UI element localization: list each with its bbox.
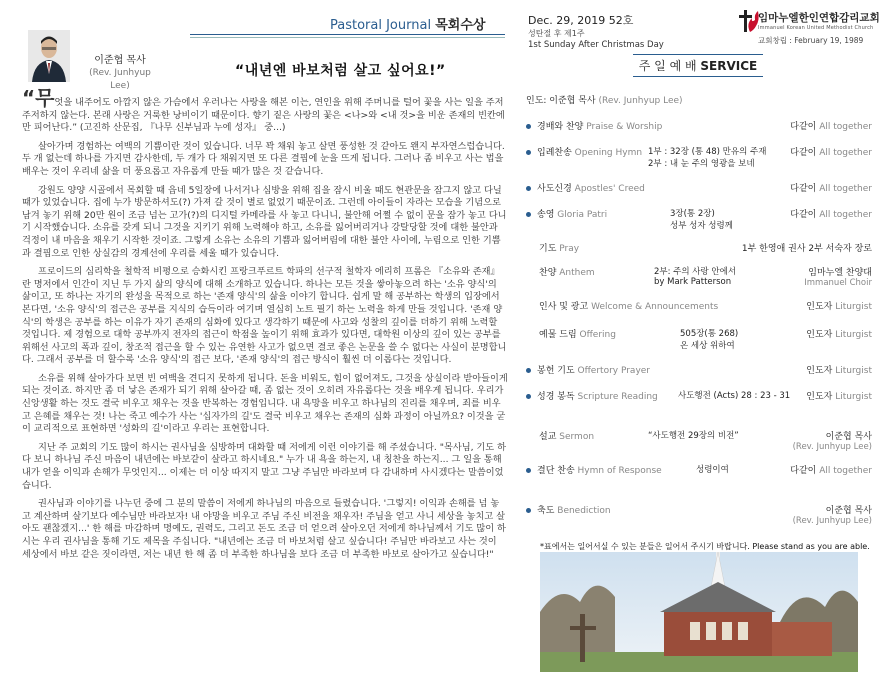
order-item-leader <box>806 327 872 340</box>
journal-label-en: Pastoral Journal <box>330 18 432 33</box>
order-item-label: 경배와 찬양 <box>537 122 584 132</box>
order-item-detail-2: 성부 성자 성령께 <box>670 221 733 231</box>
bulletin-subtitle-en: 1st Sunday After Christmas Day <box>528 40 664 50</box>
order-item-detail: 505장(통 268) <box>680 329 739 339</box>
order-item-leader <box>790 463 872 476</box>
order-item-label: 찬양 <box>539 268 557 278</box>
article-paragraph <box>22 86 508 135</box>
journal-label-kr: 목회수상 <box>435 18 486 33</box>
service-title-kr: 주 일 예 배 <box>638 59 697 73</box>
order-item-leader <box>790 145 872 158</box>
order-item <box>526 207 607 220</box>
author-name-kr: 이준협 목사 <box>94 55 146 66</box>
leader-label: 다같이 <box>790 148 817 158</box>
order-item-label: 성경 봉독 <box>537 392 575 402</box>
bulletin-column <box>518 0 880 680</box>
order-item-leader <box>790 207 872 220</box>
leader-label: 이준협 목사 <box>825 506 872 516</box>
order-item-label: 설교 <box>539 432 557 442</box>
leader-label-en: Liturgist <box>835 366 872 376</box>
order-item-leader <box>806 299 872 312</box>
order-item-label: 송영 <box>537 210 555 220</box>
article-paragraph: 소유를 위해 살아가다 보면 빈 여백을 견디지 못하게 됩니다. 돈을 비워도, 힘이 없어져도, 그것을 상실이라 받아들이게 되는 것이죠. 하지만 좀 더 낳은 존재가 되기 위해 살아갈 때, 좀 없는 것이 오히려 자유롭다는 것을 배우게 됩니다. 우리가 신앙생활 하는 것도 결국 비우고 채우는 것을 반복하는 경험입니다. 내 욕망을 비우고 하나님의 진리를 채우며, 죄를 비우고 은혜를 채우는 것! 나는 죽고 예수가 사는 '십자가의 길'도 결국 비우고 채우는 존재의 심화 과정이 아닐까요? 이것을 굳이 교리적으로 표현하면 '성화의 길'이라고 우리는 표현합니다. <box>22 372 508 435</box>
cross-flame-logo-icon <box>738 8 760 34</box>
order-item-detail: “사도행전 29장의 비전” <box>648 431 739 441</box>
order-item-label: 결단 찬송 <box>537 466 575 476</box>
bullet-icon <box>526 212 531 217</box>
order-item-label: 인사 및 광고 <box>539 302 589 312</box>
order-item-detail: 1부 : 32장 (통 48) 만유의 주재 <box>648 147 767 157</box>
article-paragraph: 살아가며 경험하는 여백의 기쁨이란 것이 있습니다. 너무 꽉 채워 놓고 살면 풍성한 것 같아도 왠지 부자연스럽습니다. 두 개 없는데 하나를 가지면 감사한데, 두 개가 다 채워지면 또 다른 결핍에 눈을 뜨게 됩니다. 그러나 좀 비우고 사는 법을 배우는 것이 우리네 삶을 더 풍요롭고 자유롭게 만들 때가 많은 것 같습니다. <box>22 140 505 177</box>
bullet-icon <box>526 508 531 513</box>
leader-label-en: All together <box>819 148 872 158</box>
journal-header <box>330 14 485 33</box>
leader-label: 다같이 <box>790 184 817 194</box>
order-item-detail: 사도행전 (Acts) 28 : 23 - 31 <box>678 391 791 401</box>
leader-label-en: All together <box>819 122 872 132</box>
leader-label: 다같이 <box>790 122 817 132</box>
order-item <box>526 363 650 376</box>
order-item-label: 기도 <box>539 244 557 254</box>
bullet-icon <box>526 124 531 129</box>
service-leader <box>526 93 683 106</box>
church-established: 교회창립 : February 19, 1989 <box>758 36 864 45</box>
order-item-label-en: Opening Hymn <box>574 148 643 158</box>
article-body <box>22 86 508 567</box>
header-rule <box>190 34 505 35</box>
article-paragraph: 권사님과 이야기를 나누던 중에 그 분의 말씀이 저에게 하나님의 마음으로 들렸습니다. '그렇지! 이익과 손해를 넘 놓고 계산하며 살기보다 예수님만 바라보자! 내 야망을 비우고 주님 주신 비전을 채우자! 주님을 얻고 사니 세상을 놓치고 살아도 괜찮겠지...' 한 해를 마감하며 명예도, 권력도, 그리고 돈도 조금 더 얻으려 살아오던 저에게 하나님께서 기도 많이 하시는 우리 권사님을 통해 기도 제목을 주십니다. "내년에는 조금 더 바보처럼 살고 싶습니다! 주님만 바라보고 사는 것이 세상에서 바보 같은 짓이라면, 저는 내년 한 해 좀 더 부족한 하나님을 보다 조금 더 부족한 바보로 살아가고 싶습니다!" <box>22 498 506 560</box>
order-item-leader <box>808 265 872 278</box>
author-name-en: (Rev. Junhyup Lee) <box>89 68 151 91</box>
order-item-detail: 2부: 주의 사랑 안에서 <box>654 267 737 277</box>
leader-label: 인도자 <box>806 392 833 402</box>
article-paragraph: 강원도 양양 시골에서 목회할 때 읍네 5일장에 나서거나 심방을 위해 집을 잠시 비울 때도 현관문을 잠그지 않고 다닐 때가 있었습니다. 집에 누가 방문하셔도(?) 가져 갈 것이 별로 없었기 때문이죠. 그런데 아이들이 자라는 모습을 기념으로 남겨 놓기 위해 20만 원이 조금 넘는 고가(?)의 디지털 카메라를 사 놓고 다니니, 불안해 어쩔 수 없이 문을 잠가 놓고 다니기 시작했습니다. 소유를 갖게 되니 그것을 지키기 위해 노력해야 하고, 소유를 잃어버리거나 강탈당할 것에 대한 불안과 걱정이 내 마음을 채우기 시작한 것이죠. 그렇게 소유는 소유의 기쁨과 잃어버림에 대한 불안 사이에, 누림으로 인한 기쁨과 결핍으로 인한 상실감의 경계선에 우리를 세울 때가 있습니다. <box>22 184 507 259</box>
order-item-label-en: Sermon <box>559 432 595 442</box>
order-item <box>526 503 611 516</box>
order-item-leader <box>826 503 872 516</box>
bullet-icon <box>526 394 531 399</box>
order-item-detail-2: 2부 : 내 눈 주의 영광을 보네 <box>648 159 755 169</box>
order-item <box>526 145 642 158</box>
paragraph-text: 엇을 내주어도 아깝지 않은 가슴에서 우러나는 사랑을 해본 이는, 연인을 위해 주머니를 털어 꽃을 사는 일을 주저주저하지 않는다. 본래 사랑은 거룩한 낭비이기 때문이다. 향기 짙은 사랑의 꽃은 <나>와 <내 것>을 비운 존재의 빈칸에만 피어난다.” (고진하 산문집, 『나무 신부님과 누에 성자』 중...) <box>22 97 505 134</box>
order-item-label-en: Benediction <box>557 506 611 516</box>
leader-label-en: Liturgist <box>835 330 872 340</box>
bullet-icon <box>526 468 531 473</box>
order-item-label-en: Welcome & Announcements <box>591 302 719 312</box>
author-name <box>80 54 160 93</box>
bullet-icon <box>526 150 531 155</box>
order-item-label-en: Offering <box>579 330 616 340</box>
order-item-label: 사도신경 <box>537 184 572 194</box>
leader-label: 다같이 <box>790 466 817 476</box>
order-item <box>526 119 662 132</box>
order-item <box>526 389 658 402</box>
order-item-detail-2: 온 세상 위하여 <box>680 341 735 351</box>
service-title-en: SERVICE <box>700 59 758 73</box>
bulletin-subtitle-kr: 성탄절 후 제1주 <box>528 29 585 38</box>
leader-label: 다같이 <box>790 210 817 220</box>
bullet-icon <box>526 186 531 191</box>
bullet-icon <box>526 368 531 373</box>
order-item-label-en: Pray <box>559 244 580 254</box>
order-item-label: 봉헌 기도 <box>537 366 575 376</box>
order-item-label-en: Scripture Reading <box>577 392 658 402</box>
order-item-leader-2 <box>793 442 872 452</box>
order-item <box>526 463 662 476</box>
order-item-detail: 3장(통 2장) <box>670 209 715 219</box>
order-item <box>526 429 594 442</box>
order-item-label: 예물 드림 <box>539 330 577 340</box>
leader-label-en: Liturgist <box>835 392 872 402</box>
leader-label: 1부 한영애 권사 2부 서숙자 장로 <box>741 244 872 254</box>
article-paragraph: 지난 주 교회의 기도 많이 하시는 권사님을 심방하며 대화할 때 저에게 이런 이야기를 해 주셨습니다. "목사님, 기도 하다 보니 하나님 주신 마음이 내년에는 바보같이 살라고 하시네요." 누가 내 욕을 하는지, 내 칭찬을 하는지... 그 일을 통해 내가 얻을 이익과 손해가 무엇인지... 이제는 더 이상 따지지 말고 그냥 주님만 바라보며 다 감내하며 사시겠다는 말씀이었습니다. <box>22 441 506 491</box>
order-item-leader <box>790 119 872 132</box>
church-name: 임마누엘한인연합감리교회 <box>758 12 880 24</box>
order-item-label-en: Hymn of Response <box>577 466 662 476</box>
church-identity <box>758 10 880 46</box>
leader-label-en: All together <box>819 184 872 194</box>
order-item-label-en: Gloria Patri <box>557 210 608 220</box>
leader-label: 인도자 <box>806 366 833 376</box>
leader-label-en: All together <box>819 210 872 220</box>
header-rule-2 <box>190 37 505 38</box>
article-paragraph: 프로이드의 심리학을 철학적 비평으로 승화시킨 프랑크푸르트 학파의 선구적 철학자 에리히 프롬은 『소유와 존재』란 명저에서 인간이 지닌 두 가지 삶의 양식에 대해 소개하고 있습니다. 하나는 모든 것을 쌓아놓으려 하는 '소유 양식'의 삶이고, 또 하나는 자기의 완성을 목적으로 하는 '존재 양식'의 삶을 이야기 합니다. 쉽게 말 해 공부하는 학생의 입장에서 본다면, '소유 양식'의 접근은 공부를 지식의 습득이라 여기며 열심히 노트 필기 하는 노력을 하게 만들 것입니다. '존재 양식'의 학생은 공부를 하는 이유가 자기 존재의 심화에 있다고 생각하기 때문에 사고와 성찰의 깊이를 더하기 위해 노력할 것입니다. 제 경험으로 대학 공부까지 전자의 접근이 학점을 높이기 위해 효과가 있다면, 대학원 이상의 깊이 있는 공부를 위해선 사고의 폭과 깊이, 창조적 접근을 할 수 있는 유연한 사고가 없으면 결코 좋은 논문을 쓸 수 없다는 사실이 분명합니다. 그래서 공부를 더 할수록 '소유 양식'의 접근 보다, '존재 양식'의 접근 방식이 훨씬 더 이롭다는 것입니다. <box>22 266 507 366</box>
author-photo <box>28 30 70 82</box>
leader-label-en: Liturgist <box>835 302 872 312</box>
leader-label: 임마누엘 찬양대 <box>808 268 872 278</box>
order-item-label-en: Praise & Worship <box>586 122 663 132</box>
order-item-label-en: Offertory Prayer <box>577 366 651 376</box>
order-item-label-en: Anthem <box>559 268 595 278</box>
leader-label: 이준협 목사 <box>825 432 872 442</box>
leader-label: 인도자 <box>806 330 833 340</box>
order-item-leader-2 <box>793 516 872 526</box>
bulletin-date: Dec. 29, 2019 52호 <box>528 14 634 27</box>
leader-label: 인도자 <box>806 302 833 312</box>
order-item-leader-2 <box>804 278 872 288</box>
leader-kr: 인도: 이준협 목사 <box>526 96 596 106</box>
order-item-label: 입례찬송 <box>537 148 572 158</box>
dropcap: “무 <box>22 86 55 110</box>
order-item-leader <box>742 241 872 254</box>
order-item-leader <box>806 389 872 402</box>
leader-label-2: (Rev. Junhyup Lee) <box>792 516 872 526</box>
church-name-en: Immanuel Korean United Methodist Church <box>758 25 874 31</box>
leader-label-en: All together <box>819 466 872 476</box>
order-item <box>526 299 718 312</box>
stand-note: *표에서는 일어서실 수 있는 분들은 일어서 주시기 바랍니다. Please stand as you are able. <box>540 542 870 551</box>
order-item-label: 축도 <box>537 506 555 516</box>
service-title <box>633 54 763 77</box>
order-item-label-en: Apostles' Creed <box>574 184 645 194</box>
church-building-photo <box>540 552 858 672</box>
order-item-detail: 성령이여 <box>696 465 729 475</box>
order-item <box>526 181 645 194</box>
order-item <box>526 327 616 340</box>
order-item <box>526 241 579 254</box>
order-item-leader <box>826 429 872 442</box>
order-item-detail-2: by Mark Patterson <box>654 277 732 287</box>
order-item-leader <box>806 363 872 376</box>
order-item-leader <box>790 181 872 194</box>
leader-label-2: (Rev. Junhyup Lee) <box>792 442 872 452</box>
leader-label-2: Immanuel Choir <box>804 278 872 288</box>
leader-en: (Rev. Junhyup Lee) <box>598 96 683 106</box>
article-title: “내년엔 바보처럼 살고 싶어요!” <box>235 63 446 79</box>
order-item <box>526 265 595 278</box>
